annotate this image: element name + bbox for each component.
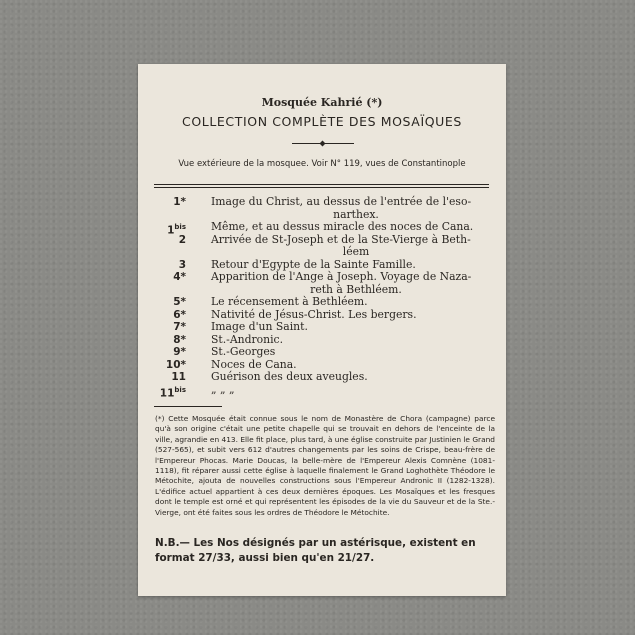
entry-number-text: 1*: [173, 196, 186, 208]
entry-number: [150, 371, 186, 384]
entry-caption: Retour d'Egypte de la Sainte Famille.: [211, 257, 416, 271]
document-title: Mosquée Kahrié (*): [261, 96, 383, 109]
entry-number: [150, 346, 186, 359]
entry-caption: St.-Georges: [211, 345, 276, 358]
entry-number-text: 9*: [173, 346, 186, 358]
ornament-divider: [292, 140, 354, 146]
entry-caption: Image du Christ, au dessus de l'entrée de l'eso-: [211, 195, 472, 208]
entry-caption-continued: reth à Bethléem.: [310, 282, 402, 296]
entry-number: [150, 359, 186, 372]
entry-caption: Même, et au dessus miracle des noces de Cana.: [211, 220, 474, 233]
entry-number: [150, 259, 186, 272]
entry-text: [211, 271, 501, 296]
entry-number: [150, 321, 186, 334]
entry-caption-continued: narthex.: [333, 207, 379, 221]
entry-number-sup: bis: [174, 385, 186, 394]
table-rule-top: [154, 184, 489, 185]
entry-caption: Arrivée de St-Joseph et de la Ste-Vierge à Beth-: [211, 232, 471, 246]
entry-caption: Image d'un Saint.: [211, 320, 308, 333]
entry-number-text: 3: [178, 258, 186, 271]
entry-number-text: 5*: [173, 296, 186, 308]
collection-subtitle: COLLECTION COMPLÈTE DES MOSAÏQUES: [182, 114, 462, 129]
entry-number: [150, 234, 186, 247]
entry-caption: Le récensement à Bethléem.: [211, 295, 368, 308]
table-rule-top-double: [154, 187, 489, 188]
entry-number: [150, 196, 186, 209]
entry-number: [150, 384, 186, 400]
entry-number-text: 4*: [173, 271, 186, 283]
entry-number-text: 2: [178, 233, 186, 246]
entry-text: [211, 234, 501, 259]
reference-line: Vue extérieure de la mosquee. Voir N° 119, vues de Constantinople: [178, 159, 466, 169]
entry-number: [150, 296, 186, 309]
entry-caption: Nativité de Jésus-Christ. Les bergers.: [211, 307, 417, 321]
entry-number: [150, 271, 186, 284]
entry-text: [211, 196, 501, 221]
entry-caption: St.-Andronic.: [211, 332, 284, 346]
entry-number-text: 6*: [173, 308, 186, 321]
document-card: [138, 64, 506, 596]
entry-text: [211, 384, 501, 397]
footnote-divider: [154, 406, 222, 407]
entry-caption: „ „ „: [211, 382, 235, 396]
entry-number-text: 8*: [173, 333, 186, 346]
entry-number-text: 1: [167, 224, 175, 237]
entry-number-text: 11: [159, 387, 175, 399]
entry-number-text: 10*: [165, 358, 186, 371]
entry-number-sup: bis: [174, 223, 186, 231]
entry-caption: Apparition de l'Ange à Joseph. Voyage de Naza-: [211, 270, 472, 283]
entry-caption-continued: léem: [342, 245, 370, 258]
nb-note: N.B.— Les Nos désignés par un astérisque, existent en format 27/33, aussi bien qu'en 21/27.: [155, 537, 476, 564]
entry-caption: Noces de Cana.: [211, 357, 297, 371]
entry-caption: Guérison des deux aveugles.: [211, 370, 368, 383]
entry-number-text: 7*: [173, 321, 186, 333]
entry-number: [150, 334, 186, 347]
entry-number: [150, 309, 186, 322]
historical-footnote: (*) Cette Mosquée était connue sous le nom de Monastère de Chora (campagne) parce qu'à son origine c'était une petite chapelle qui se trouvait en dehors de l'enceinte de la ville, agrandie en 413. Elle fit place, plus tard, à une église construite par Justinien le Grand (527-565), et subit vers 612 d'autres changements par les soins de Crispe, beau-frère de l'Empereur Phocas. Marie Doucas, la belle-mère de l'Empereur Alexis Comnène (1081-1118), fit réparer aussi cette église à laquelle finalement le Grand Loghothète Théodore le Métochite, ajouta de nouvelles constructions sous l'Empereur Andronic II (1282-1328). L'édifice actuel appartient à ces deux dernières époques. Les Mosaïques et les fresques dont le temple est orné et qui représentent les épisodes de la vie du Sauveur et de la Ste.-Vierge, ont été faites sous les ordres de Théodore le Métochite.: [155, 414, 495, 517]
entry-number-text: 11: [171, 371, 186, 383]
entry-text: [211, 371, 501, 384]
